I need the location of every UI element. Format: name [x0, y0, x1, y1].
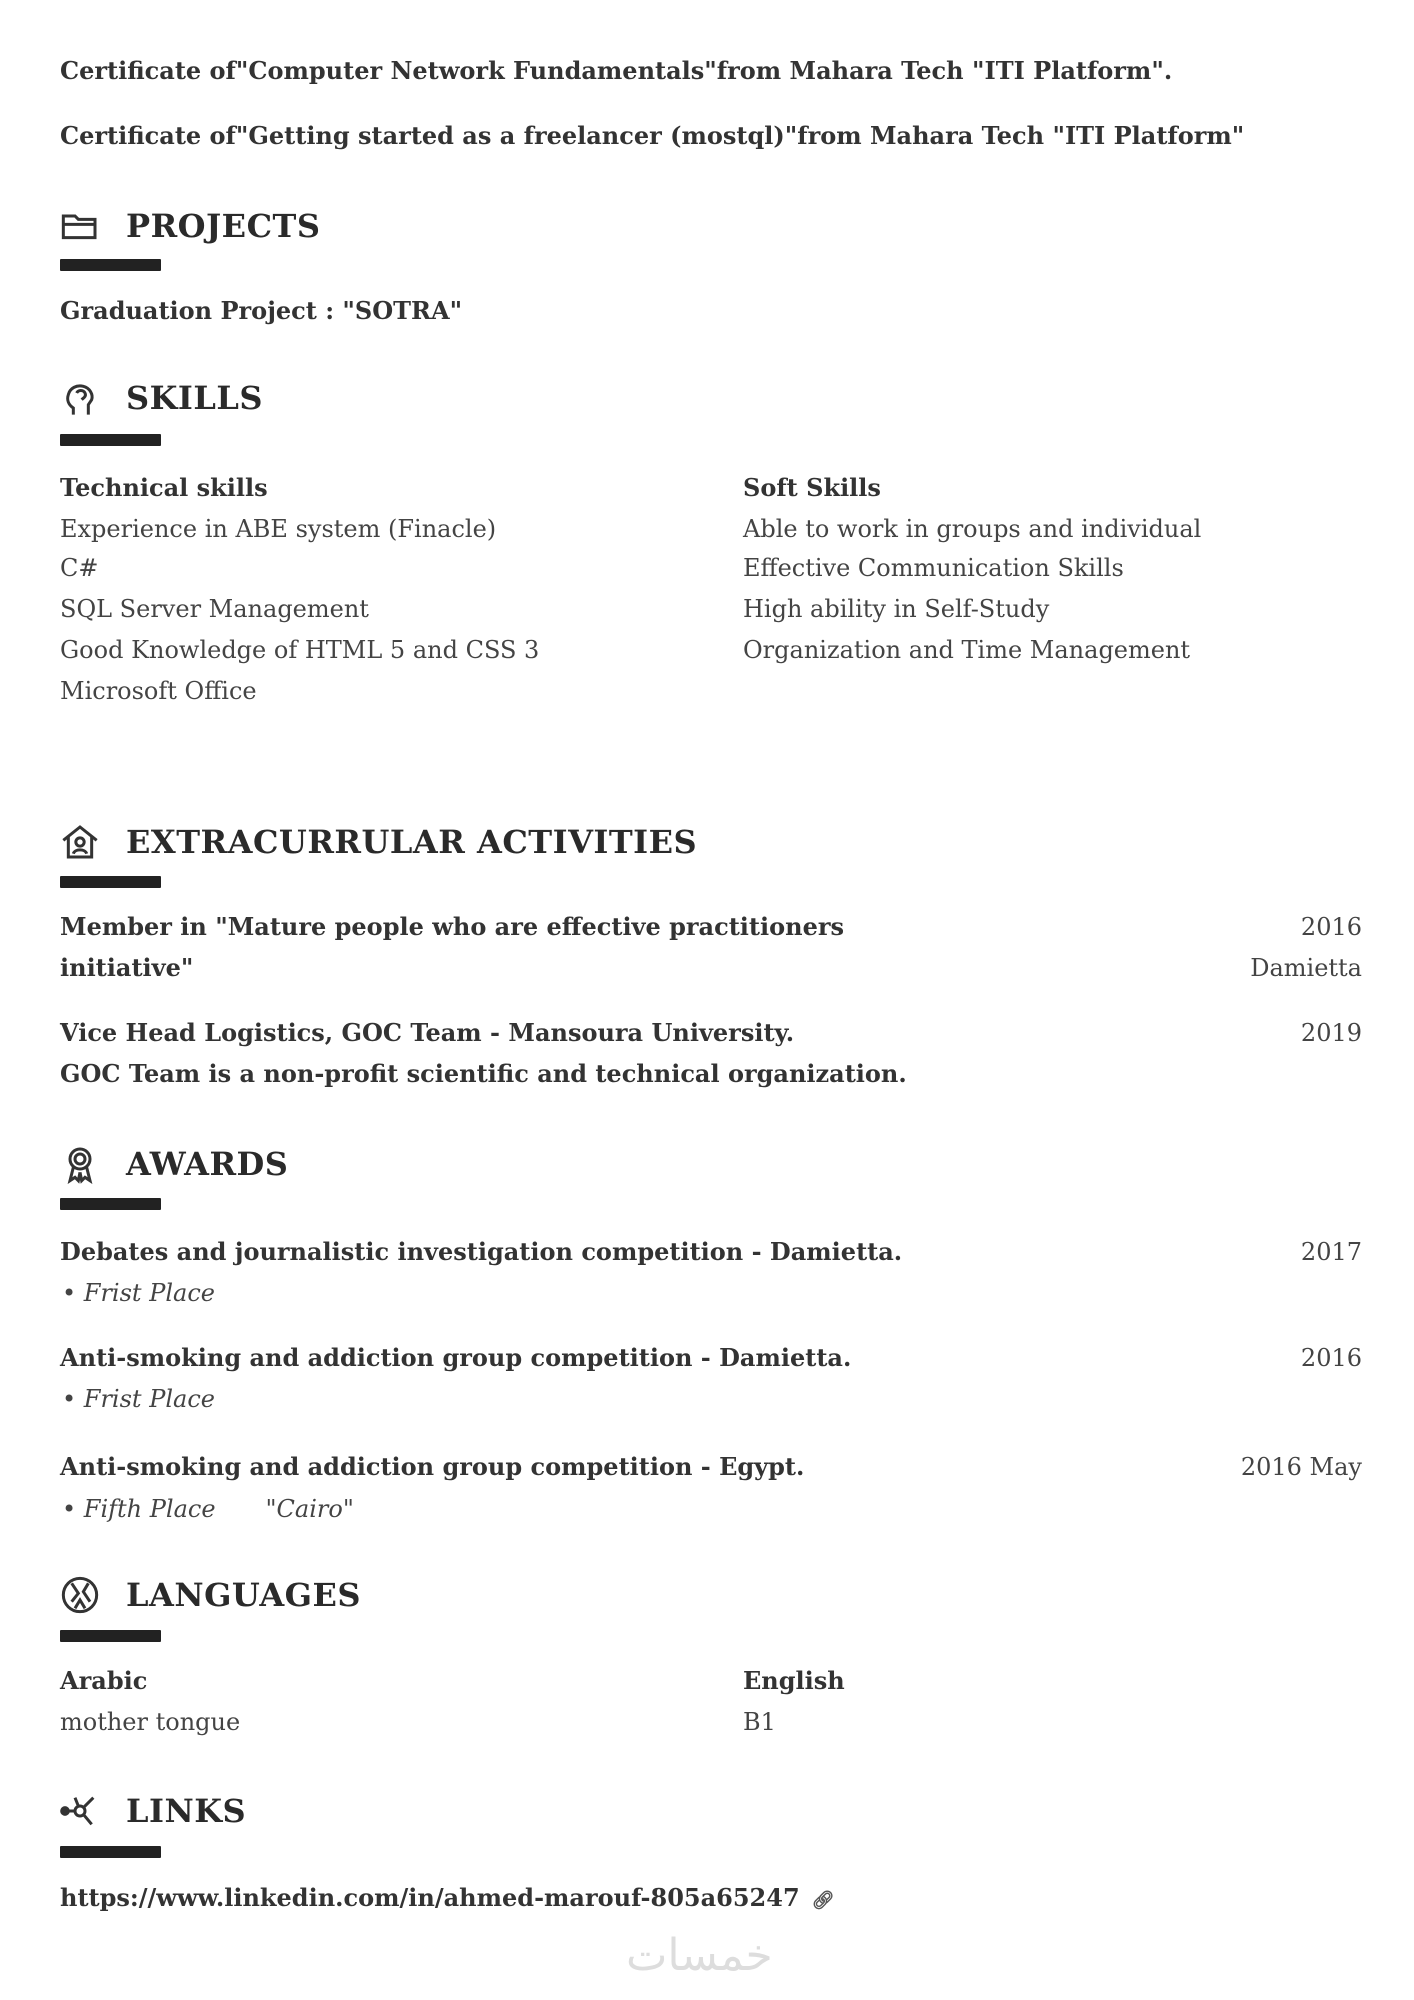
network-icon: [60, 1791, 100, 1831]
technical-skill: Experience in ABE system (Finacle): [60, 515, 497, 543]
section-heading-links: [60, 1789, 246, 1833]
certificate-1: Certificate of"Computer Network Fundamentals"from Mahara Tech "ITI Platform".: [60, 56, 1173, 85]
activity-description: GOC Team is a non-profit scientific and technical organization.: [60, 1059, 907, 1088]
award-date: 2016: [1300, 1344, 1362, 1372]
section-divider: [60, 434, 161, 446]
soft-skill: Effective Communication Skills: [743, 554, 1124, 582]
language-level: B1: [743, 1708, 776, 1736]
award-place: Frist Place: [83, 1385, 215, 1413]
soft-skill: Able to work in groups and individual: [743, 515, 1202, 543]
section-divider: [60, 1846, 161, 1858]
award-detail: • Frist Place: [62, 1385, 215, 1413]
section-title: LANGUAGES: [126, 1576, 361, 1614]
award-icon: [60, 1144, 100, 1184]
award-title: Debates and journalistic investigation competition - Damietta.: [60, 1237, 903, 1266]
technical-skill: SQL Server Management: [60, 595, 369, 623]
technical-skill: Microsoft Office: [60, 677, 257, 705]
award-date: 2016 May: [1240, 1453, 1362, 1481]
watermark: خمسات: [626, 1930, 773, 1981]
section-title: EXTRACURRULAR ACTIVITIES: [126, 823, 698, 861]
award-location: "Cairo": [265, 1495, 354, 1523]
project-item: Graduation Project : "SOTRA": [60, 296, 463, 325]
award-detail: • Fifth Place "Cairo": [62, 1495, 354, 1523]
section-title: AWARDS: [126, 1145, 289, 1183]
language-level: mother tongue: [60, 1708, 241, 1736]
language-name: English: [743, 1666, 845, 1695]
technical-skill: Good Knowledge of HTML 5 and CSS 3: [60, 636, 540, 664]
award-detail: • Frist Place: [62, 1279, 215, 1307]
award-place: Fifth Place: [83, 1495, 216, 1523]
section-heading-awards: [60, 1142, 288, 1186]
technical-skills-heading: Technical skills: [60, 473, 268, 502]
award-title: Anti-smoking and addiction group competition - Damietta.: [60, 1343, 852, 1372]
soft-skills-heading: Soft Skills: [743, 473, 881, 502]
activity-title: Vice Head Logistics, GOC Team - Mansoura University.: [60, 1018, 795, 1047]
section-title: PROJECTS: [126, 207, 321, 245]
section-heading-languages: [60, 1573, 361, 1617]
award-title: Anti-smoking and addiction group competition - Egypt.: [60, 1452, 805, 1481]
link-url[interactable]: https://www.linkedin.com/in/ahmed-marouf-805a65247: [60, 1883, 800, 1912]
award-date: 2017: [1300, 1238, 1362, 1266]
certificate-2: Certificate of"Getting started as a freelancer (mostql)"from Mahara Tech "ITI Platform": [60, 121, 1245, 150]
activity-place: Damietta: [1250, 954, 1362, 982]
award-place: Frist Place: [83, 1279, 215, 1307]
section-divider: [60, 1630, 161, 1642]
section-heading-projects: [60, 204, 320, 248]
linkedin-link[interactable]: [60, 1878, 835, 1921]
technical-skill: C#: [60, 554, 99, 582]
language-name: Arabic: [60, 1666, 148, 1695]
section-title: SKILLS: [126, 379, 263, 417]
activity-title: Member in "Mature people who are effective practitioners: [60, 912, 845, 941]
section-divider: [60, 1198, 161, 1210]
activity-title-cont: initiative": [60, 953, 194, 982]
section-title: LINKS: [126, 1792, 247, 1830]
link-icon[interactable]: 🔗︎: [811, 1890, 835, 1911]
section-divider: [60, 876, 161, 888]
globe-icon: [60, 1575, 100, 1615]
soft-skill: Organization and Time Management: [743, 636, 1191, 664]
house-person-icon: [60, 822, 100, 862]
head-icon: [60, 378, 100, 418]
activity-date: 2016: [1300, 913, 1362, 941]
section-heading-activities: [60, 820, 697, 864]
activity-date: 2019: [1300, 1019, 1362, 1047]
soft-skill: High ability in Self-Study: [743, 595, 1050, 623]
section-heading-skills: [60, 376, 263, 420]
section-divider: [60, 259, 161, 271]
folder-icon: [60, 206, 100, 246]
